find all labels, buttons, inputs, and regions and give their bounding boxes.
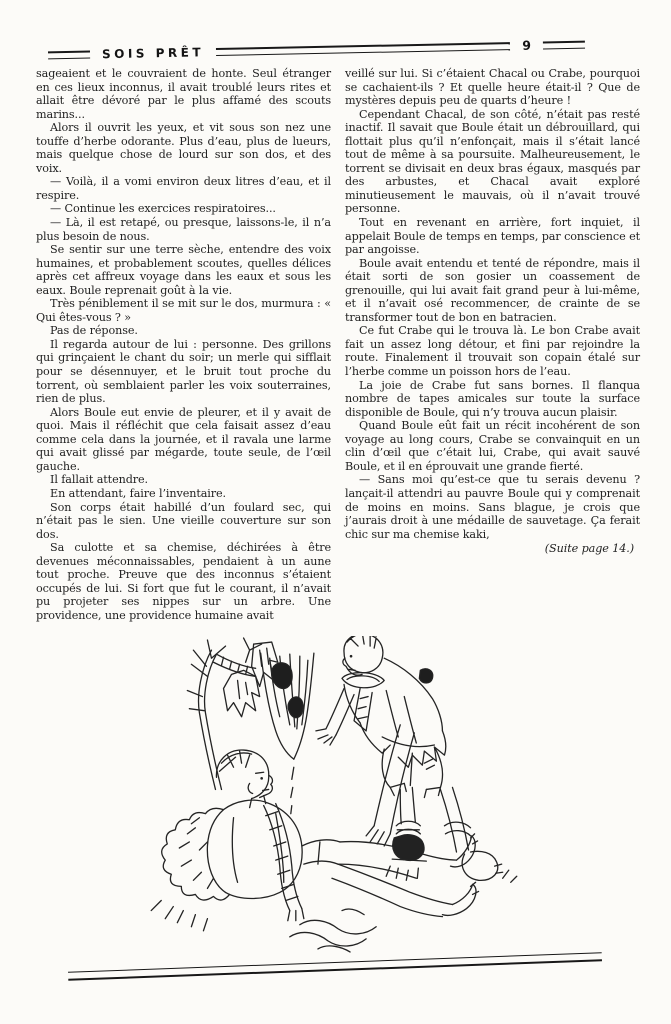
- paragraph: La joie de Crabe fut sans bornes. Il flanqua nombre de tapes amicales sur toute la surface disponible de Boule, qui n’y trouva aucun plaisir.: [345, 378, 640, 419]
- footer-rule: [68, 952, 602, 981]
- illustration-drawing: [103, 636, 575, 954]
- paragraph: Boule avait entendu et tenté de répondre, mais il était sorti de son gosier un coassement de grenouille, qui lui avait fait grand peur à lui-même, et il n’avait osé recommencer, de crainte de se transformer tout de bon en batracien.: [345, 256, 640, 324]
- magazine-title: SOIS PRÊT: [101, 44, 205, 61]
- paragraph: — Continue les exercices respiratoires...: [50, 202, 276, 216]
- paragraph: Quand Boule eût fait un récit incohérent de son voyage au long cours, Crabe se convainquit en un clin d’œil que c’était lui, Crabe, qui avait sauvé Boule, et il en éprouvait une grande fierté.: [345, 419, 640, 473]
- paragraph: Sa culotte et sa chemise, déchirées à être devenues méconnaissables, pendaient à un aune tout proche. Preuve que des inconnus s’étaient occupés de lui. Si fort que fut le courant, il n’avait pu projeter ses nippes sur un arbre. Une providence, une providence humaine avait: [36, 541, 331, 622]
- story-illustration: [103, 636, 575, 954]
- header-rule-center: [216, 42, 510, 56]
- header-rule-left: [48, 50, 90, 59]
- header-rule-right: [543, 40, 585, 49]
- page-header: [48, 37, 585, 63]
- paragraph: Alors il ouvrit les yeux, et vit sous son nez une touffe d’herbe odorante. Plus d’eau, plus de lueurs, mais quelque chose de lourd sur son dos, et des voix.: [36, 121, 331, 175]
- continuation-note: (Suite page 14.): [544, 542, 634, 556]
- paragraph: Pas de réponse.: [50, 324, 138, 338]
- paragraph: Très péniblement il se mit sur le dos, murmura : « Qui êtes-vous ? »: [36, 297, 331, 324]
- paragraph: — Sans moi qu’est-ce que tu serais devenu ? lançait-il attendri au pauvre Boule qui y comprenait de moins en moins. Sans blague, je crois que j’aurais droit à une médaille de sauvetage. Ça ferait chic sur ma chemise kaki,: [345, 473, 640, 541]
- paragraph: Il regarda autour de lui : personne. Des grillons qui grinçaient le chant du soir; un merle qui sifflait pour se désennuyer, et le bruit tout proche du torrent, où semblaient parler les voix souterraines, rien de plus.: [36, 337, 331, 406]
- article-body: [36, 67, 640, 622]
- seated-boy-sketch: [162, 750, 479, 921]
- paragraph: Ce fut Crabe qui le trouva là. Le bon Crabe avait fait un assez long détour, et fini par rejoindre la route. Finalement il trouvait son copain étalé sur l’herbe comme un poisson hors de l’eau.: [345, 324, 640, 379]
- paragraph: Alors Boule eut envie de pleurer, et il y avait de quoi. Mais il réfléchit que cela faisait assez d’eau comme cela dans la journée, et il ravala une larme qui avait glissé par mégarde, toute seule, de l’œil gauche.: [36, 405, 331, 473]
- paragraph: — Voilà, il a vomi environ deux litres d’eau, et il respire.: [36, 175, 331, 202]
- tree-branch-sketch: [187, 638, 277, 789]
- right-column: [345, 67, 640, 622]
- paragraph: En attendant, faire l’inventaire.: [50, 486, 227, 500]
- left-column: [36, 67, 331, 622]
- paragraph: — Là, il est retapé, ou presque, laissons-le, il n’a plus besoin de nous.: [36, 216, 331, 243]
- page-number: 9: [522, 37, 532, 53]
- paragraph: veillé sur lui. Si c’étaient Chacal ou Crabe, pourquoi se cachaient-ils ? Et quelle heure était-il ? Que de mystères depuis peu de quarts d’heure !: [345, 67, 640, 108]
- paragraph: Se sentir sur une terre sèche, entendre des voix humaines, et probablement scoutes, quelles délices après cet affreux voyage dans les eaux et sous les eaux. Boule reprenait goût à la vie.: [36, 243, 331, 297]
- paragraph: Cependant Chacal, de son côté, n’était pas resté inactif. Il savait que Boule était un débrouillard, qui flottait plus qu’il n’enfonçait, mais il s’était lancé tout de même à sa poursuite. Malheureusement, le torrent se divisait en deux bras égaux, masqués par des arbustes, et Chacal avait exploré minutieusement le mauvais, où il n’avait trouvé personne.: [345, 107, 640, 216]
- paragraph: sageaient et le couvraient de honte. Seul étranger en ces lieux inconnus, il avait troublé leurs rites et allait être dévoré par le plus affamé des scouts marins...: [36, 67, 331, 121]
- paragraph: Il fallait attendre.: [50, 473, 148, 487]
- paragraph: Tout en revenant en arrière, fort inquiet, il appelait Boule de temps en temps, par conscience et par angoisse.: [345, 216, 640, 257]
- paragraph: Son corps était habillé d’un foulard sec, qui n’était pas le sien. Une vieille couverture sur son dos.: [36, 500, 331, 541]
